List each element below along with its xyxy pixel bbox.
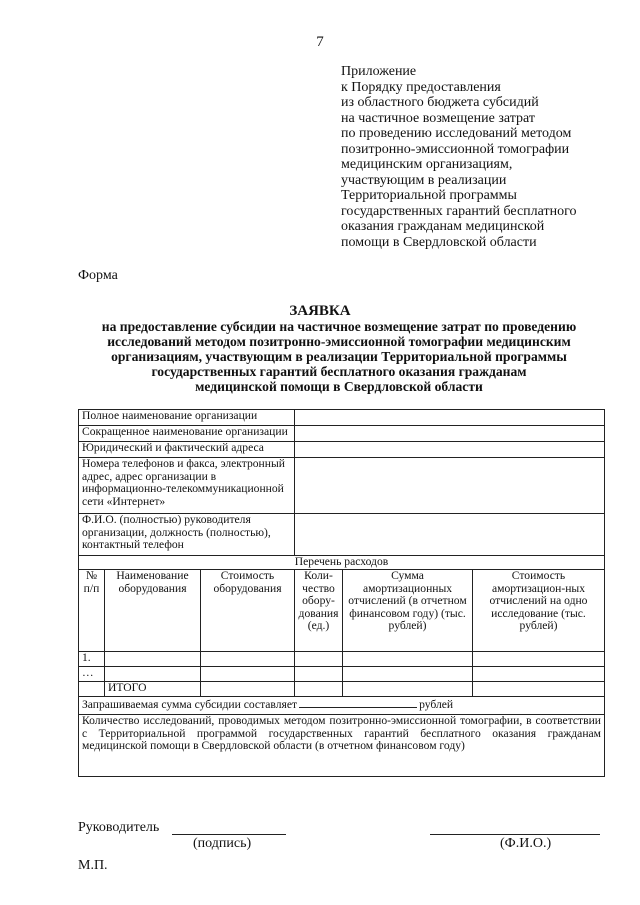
document-subtitle [56, 319, 622, 394]
cell[interactable] [343, 682, 473, 697]
head-label: Ф.И.О. (полностью) руководителя организации, должность (полностью), контактный телефон [79, 514, 295, 556]
cell[interactable] [105, 652, 201, 667]
signature-caption: (подпись) [193, 836, 252, 851]
cell[interactable] [473, 667, 605, 682]
cell[interactable] [473, 682, 605, 697]
cell[interactable] [295, 652, 343, 667]
annex-line: медицинским организациям, [341, 157, 513, 172]
expenses-title: Перечень расходов [79, 556, 605, 570]
total-label: ИТОГО [105, 682, 201, 697]
cell[interactable] [343, 652, 473, 667]
full-name-label: Полное наименование организации [79, 410, 295, 426]
cell[interactable] [295, 682, 343, 697]
col-cost-header: Стоимость оборудования [201, 570, 295, 652]
row-ellipsis: … [79, 667, 105, 682]
name-line[interactable] [430, 834, 600, 835]
annex-line: позитронно-эмиссионной томографии [341, 141, 570, 157]
table-row [79, 426, 605, 442]
short-name-label: Сокращенное наименование организации [79, 426, 295, 442]
full-name-value[interactable] [295, 410, 605, 426]
cell [79, 682, 105, 697]
address-label: Юридический и фактический адреса [79, 442, 295, 458]
page-number: 7 [316, 34, 324, 50]
annex-line: к Порядку предоставления [341, 79, 501, 95]
cell[interactable] [473, 652, 605, 667]
cell[interactable] [343, 667, 473, 682]
table-row [79, 652, 605, 667]
annex-block [341, 64, 626, 250]
annex-line: по проведению исследований методом [341, 126, 572, 141]
annex-line: Территориальной программы [341, 188, 517, 203]
form-label: Форма [78, 268, 118, 283]
short-name-value[interactable] [295, 426, 605, 442]
cell[interactable] [295, 667, 343, 682]
table-row [79, 715, 605, 777]
annex-line: на частичное возмещение затрат [341, 110, 535, 126]
cell[interactable] [201, 682, 295, 697]
col-amort-header: Сумма амортизационных отчислений (в отчетном финансовом году) (тыс. рублей) [343, 570, 473, 652]
table-row [79, 410, 605, 426]
name-caption: (Ф.И.О.) [500, 836, 552, 851]
annex-line: помощи в Свердловской области [341, 234, 537, 250]
studies-count-label: Количество исследований, проводимых методом позитронно-эмиссионной томографии, в соответствии с Территориальной программой государственных гарантий бесплатного оказания гражданам медицинской помощи в Свердловской области (в отчетном финансовом году) [82, 714, 602, 753]
table-row [79, 458, 605, 514]
col-num-header: № п/п [79, 570, 105, 652]
col-name-header: Наименование оборудования [105, 570, 201, 652]
subtitle-line: организациям, участвующим в реализации Территориальной программы [111, 349, 567, 364]
table-row [79, 682, 605, 697]
studies-count[interactable] [79, 715, 605, 777]
row-number: 1. [79, 652, 105, 667]
table-row [79, 697, 605, 715]
address-value[interactable] [295, 442, 605, 458]
cell[interactable] [201, 652, 295, 667]
requested-amount [79, 697, 605, 715]
subtitle-line: государственных гарантий бесплатного оказания гражданам [151, 364, 527, 379]
signature-line[interactable] [172, 834, 286, 835]
cell[interactable] [105, 667, 201, 682]
annex-line: участвующим в реализации [341, 172, 507, 188]
requested-amount-field[interactable] [299, 697, 417, 708]
table-row [79, 667, 605, 682]
subtitle-line: на предоставление субсидии на частичное возмещение затрат по проведению [101, 319, 577, 334]
contacts-value[interactable] [295, 458, 605, 514]
annex-line: оказания гражданам медицинской [341, 219, 545, 234]
table-row [79, 556, 605, 570]
cell[interactable] [201, 667, 295, 682]
head-signature-label: Руководитель [78, 820, 160, 835]
table-row [79, 514, 605, 556]
document-title: ЗАЯВКА [289, 303, 351, 319]
subtitle-line: исследований методом позитронно-эмиссионной томографии медицинским [107, 334, 571, 349]
annex-line: Приложение [341, 64, 417, 79]
annex-line: из областного бюджета субсидий [341, 95, 539, 110]
head-value[interactable] [295, 514, 605, 556]
requested-suffix: рублей [419, 698, 454, 711]
col-qty-header: Коли-чество обору-дования (ед.) [295, 570, 343, 652]
contacts-label: Номера телефонов и факса, электронный адрес, адрес организации в информационно-телекоммуникационной сети «Интернет» [79, 458, 295, 514]
table-row [79, 442, 605, 458]
table-header-row [79, 570, 605, 652]
col-per-study-header: Стоимость амортизацион-ных отчислений на одно исследование (тыс. рублей) [473, 570, 605, 652]
stamp-place: М.П. [78, 858, 108, 873]
requested-prefix: Запрашиваемая сумма субсидии составляет [82, 698, 298, 711]
subtitle-line: медицинской помощи в Свердловской области [195, 379, 483, 394]
application-table [78, 409, 605, 777]
annex-line: государственных гарантий бесплатного [341, 203, 577, 219]
